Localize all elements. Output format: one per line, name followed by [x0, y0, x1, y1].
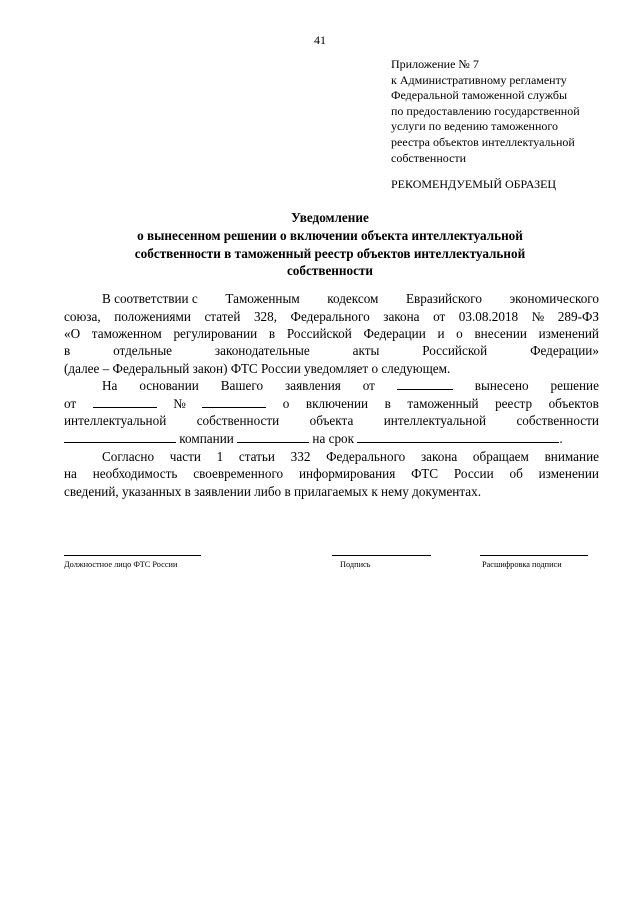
decoding-signature-line[interactable] — [480, 555, 588, 556]
p3-line-3: сведений, указанных в заявлении либо в прилагаемых к нему документах. — [64, 484, 482, 499]
title-line: Уведомление — [291, 210, 369, 225]
term-blank[interactable] — [357, 430, 559, 443]
decoding-caption: Расшифровка подписи — [482, 560, 562, 569]
ip-object-blank[interactable] — [64, 430, 176, 443]
appendix-line: по предоставлению государственной — [391, 103, 580, 118]
p1-line-2: союза, положениями статей 328, Федерального закона от 03.08.2018 № 289-ФЗ — [64, 309, 599, 324]
p2-line-1: На основании Вашего заявления от вынесено решение — [102, 378, 599, 393]
appendix-line: к Административному регламенту — [391, 72, 567, 87]
appendix-line: реестра объектов интеллектуальной — [391, 134, 575, 149]
official-caption: Должностное лицо ФТС России — [64, 560, 178, 569]
p2-line-3: интеллектуальной собственности объекта интеллектуальной собственности — [64, 413, 599, 428]
recommended-sample-mark: РЕКОМЕНДУЕМЫЙ ОБРАЗЕЦ — [391, 177, 557, 191]
appendix-line: собственности — [391, 150, 467, 165]
date-blank[interactable] — [397, 377, 453, 390]
decision-date-blank[interactable] — [93, 395, 157, 408]
p2-line-2: от № о включении в таможенный реестр объектов — [64, 396, 599, 411]
p2-line-4: компании на срок . — [64, 430, 599, 447]
p1-line-5: (далее – Федеральный закон) ФТС России уведомляет о следующем. — [64, 361, 451, 376]
company-blank[interactable] — [237, 430, 309, 443]
appendix-line: Федеральной таможенной службы — [391, 88, 568, 103]
p1-line-3: «О таможенном регулировании в Российской Федерации и о внесении изменений — [64, 326, 599, 341]
title-line: собственности в таможенный реестр объектов интеллектуальной — [134, 245, 526, 261]
official-signature-line[interactable] — [64, 555, 201, 556]
title-line: собственности — [286, 263, 374, 279]
p1-line-4: в отдельные законодательные акты Российской Федерации» — [64, 343, 599, 358]
signature-line[interactable] — [332, 555, 431, 556]
appendix-line: услуги по ведению таможенного — [391, 119, 559, 134]
page-number: 41 — [314, 33, 326, 47]
appendix-header — [391, 57, 580, 166]
p1-line-1: В соответствии с Таможенным кодексом Евразийского экономического — [102, 291, 599, 306]
title-line: о вынесенном решении о включении объекта интеллектуальной — [137, 227, 523, 243]
document-title — [60, 209, 600, 280]
decision-number-blank[interactable] — [202, 395, 266, 408]
p3-line-1: Согласно части 1 статьи 332 Федерального закона обращаем внимание — [102, 449, 599, 464]
p3-line-2: на необходимость своевременного информирования ФТС России об изменении — [64, 466, 599, 481]
appendix-line: Приложение № 7 — [391, 57, 479, 71]
signature-caption: Подпись — [340, 560, 371, 569]
